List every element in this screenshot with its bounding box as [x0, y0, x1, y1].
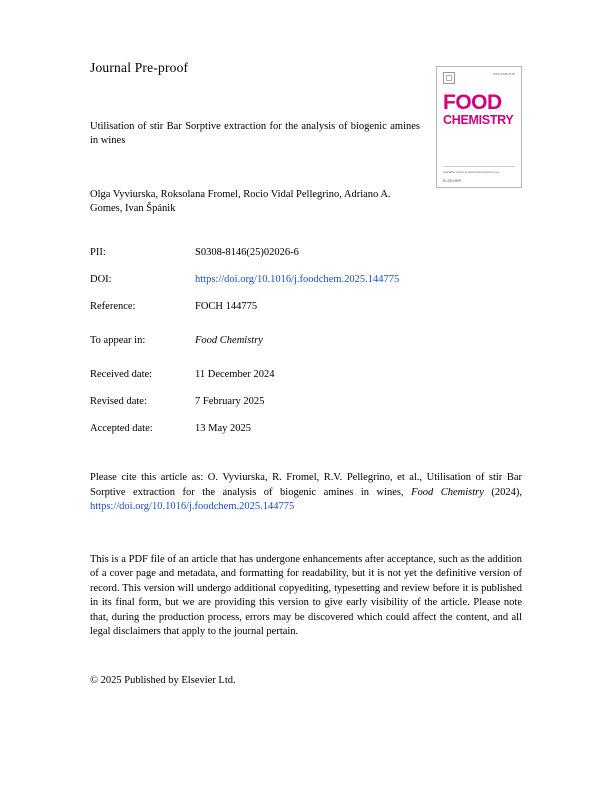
meta-value: 13 May 2025 — [195, 423, 251, 434]
page-content — [90, 60, 522, 688]
meta-value: 11 December 2024 — [195, 369, 275, 380]
citation-doi-link[interactable]: https://doi.org/10.1016/j.foodchem.2025.144775 — [90, 501, 295, 512]
cover-badge-icon — [443, 72, 455, 84]
cover-title-chemistry: CHEMISTRY — [443, 113, 514, 127]
cover-title-food: FOOD — [443, 91, 502, 114]
cover-header — [443, 72, 515, 86]
meta-label: Revised date: — [90, 396, 147, 407]
cover-footer-line1: Available online at www.sciencedirect.com — [443, 170, 500, 174]
meta-label: DOI: — [90, 274, 112, 285]
meta-value: S0308-8146(25)02026-6 — [195, 247, 299, 258]
table-row — [90, 395, 522, 422]
meta-label: Reference: — [90, 301, 136, 312]
journal-cover-image — [436, 66, 522, 188]
table-row — [90, 334, 522, 368]
page-title: Journal Pre-proof — [90, 60, 189, 75]
pdf-notice-text: This is a PDF file of an article that has undergone enhancements after acceptance, such as the addition of a cover page and metadata, and formatting for readability, but it is not yet the definitive version of record. This version will undergo additional copyediting, typesetting and review before it is published in its final form, but we are providing this version to give early visibility of the article. Please note that, during the production process, errors may be discovered which could affect the content, and all legal disclaimers that apply to the journal pertain. — [90, 553, 522, 637]
citation-year: (2024), — [483, 486, 522, 498]
cover-divider — [443, 166, 515, 167]
table-row — [90, 300, 522, 334]
citation-block — [90, 471, 522, 515]
table-row — [90, 368, 522, 395]
copyright-notice: © 2025 Published by Elsevier Ltd. — [90, 674, 236, 686]
author-list: Olga Vyviurska, Roksolana Fromel, Rocio Vidal Pellegrino, Adriano A. Gomes, Ivan Špánik — [90, 189, 391, 214]
doi-link[interactable]: https://doi.org/10.1016/j.foodchem.2025.144775 — [195, 274, 400, 285]
article-title: Utilisation of stir Bar Sorptive extraction for the analysis of biogenic amines in wines — [90, 121, 420, 146]
table-row — [90, 273, 522, 300]
cover-publisher-logo: ELSEVIER — [443, 179, 462, 183]
meta-label: Accepted date: — [90, 423, 153, 434]
table-row — [90, 422, 522, 449]
meta-label: PII: — [90, 247, 106, 258]
journal-name: Food Chemistry — [195, 335, 263, 346]
citation-journal: Food Chemistry — [411, 486, 484, 498]
meta-value: 7 February 2025 — [195, 396, 265, 407]
metadata-table — [90, 246, 522, 449]
cover-issn: ISSN 0308-8146 — [493, 73, 515, 76]
meta-label: To appear in: — [90, 335, 146, 346]
citation-lead: Please cite this article as: O. Vyviurska, R. Fromel, R.V. Pellegrino, et al., Utilisation of stir Bar Sorptive extraction for the analysis of biogenic amines in wines, — [90, 472, 522, 498]
table-row — [90, 246, 522, 273]
meta-label: Received date: — [90, 369, 153, 380]
meta-value: FOCH 144775 — [195, 301, 258, 312]
